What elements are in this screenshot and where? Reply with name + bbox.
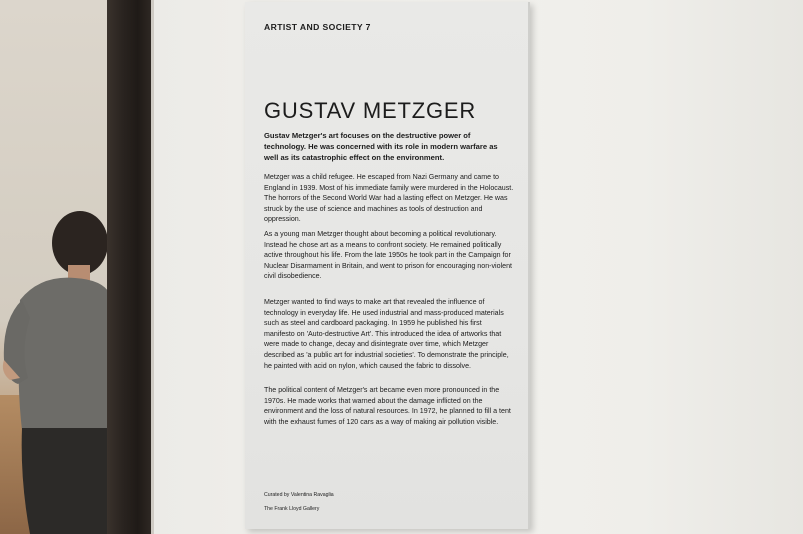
panel-paragraph: Metzger was a child refugee. He escaped from Nazi Germany and came to England in 1939. Most of his immediate family were murdered in the Holocaust. The horrors of the Second World War had a lasting effect on Metzger. He was struck by the use of science and machines as tools of destruction and oppression.	[264, 173, 514, 224]
panel-kicker: ARTIST AND SOCIETY 7	[264, 22, 371, 32]
curator-credit: Curated by Valentina Ravaglia	[264, 492, 334, 498]
panel-paragraph: The political content of Metzger's art became even more pronounced in the 1970s. He made works that warned about the damage inflicted on the environment and the loss of natural resources. In 1972, he planned to fill a tent with the exhaust fumes of 120 cars as a way of making air pollution visible.	[264, 386, 511, 426]
door-frame	[107, 0, 151, 534]
gallery-credit: The Frank Lloyd Gallery	[264, 506, 320, 512]
wall-text-panel	[245, 2, 530, 529]
panel-paragraph: As a young man Metzger thought about becoming a political revolutionary. Instead he chose art as a means to confront society. He remained politically active throughout his life. From the late 1950s he took part in the Campaign for Nuclear Disarmament in Britain, and went to prison for encouraging non-violent civil disobedience.	[264, 230, 513, 281]
panel-paragraph: Metzger wanted to find ways to make art that revealed the influence of technology in everyday life. He used industrial and mass-produced materials such as steel and cardboard packaging. In 1959 he published his first manifesto on 'Auto-destructive Art'. This introduced the idea of artworks that were made to change, decay and disintegrate over time, which Metzger described as 'a public art for industrial societies'. To demonstrate the principle, he painted with acid on nylon, which caused the fabric to dissolve.	[264, 298, 509, 370]
visitor-silhouette	[0, 0, 110, 534]
panel-title: GUSTAV METZGER	[264, 98, 477, 123]
panel-intro: Gustav Metzger's art focuses on the destructive power of technology. He was concerned with its role in modern warfare as well as its catastrophic effect on the environment.	[264, 131, 498, 162]
panel-content	[264, 22, 514, 512]
